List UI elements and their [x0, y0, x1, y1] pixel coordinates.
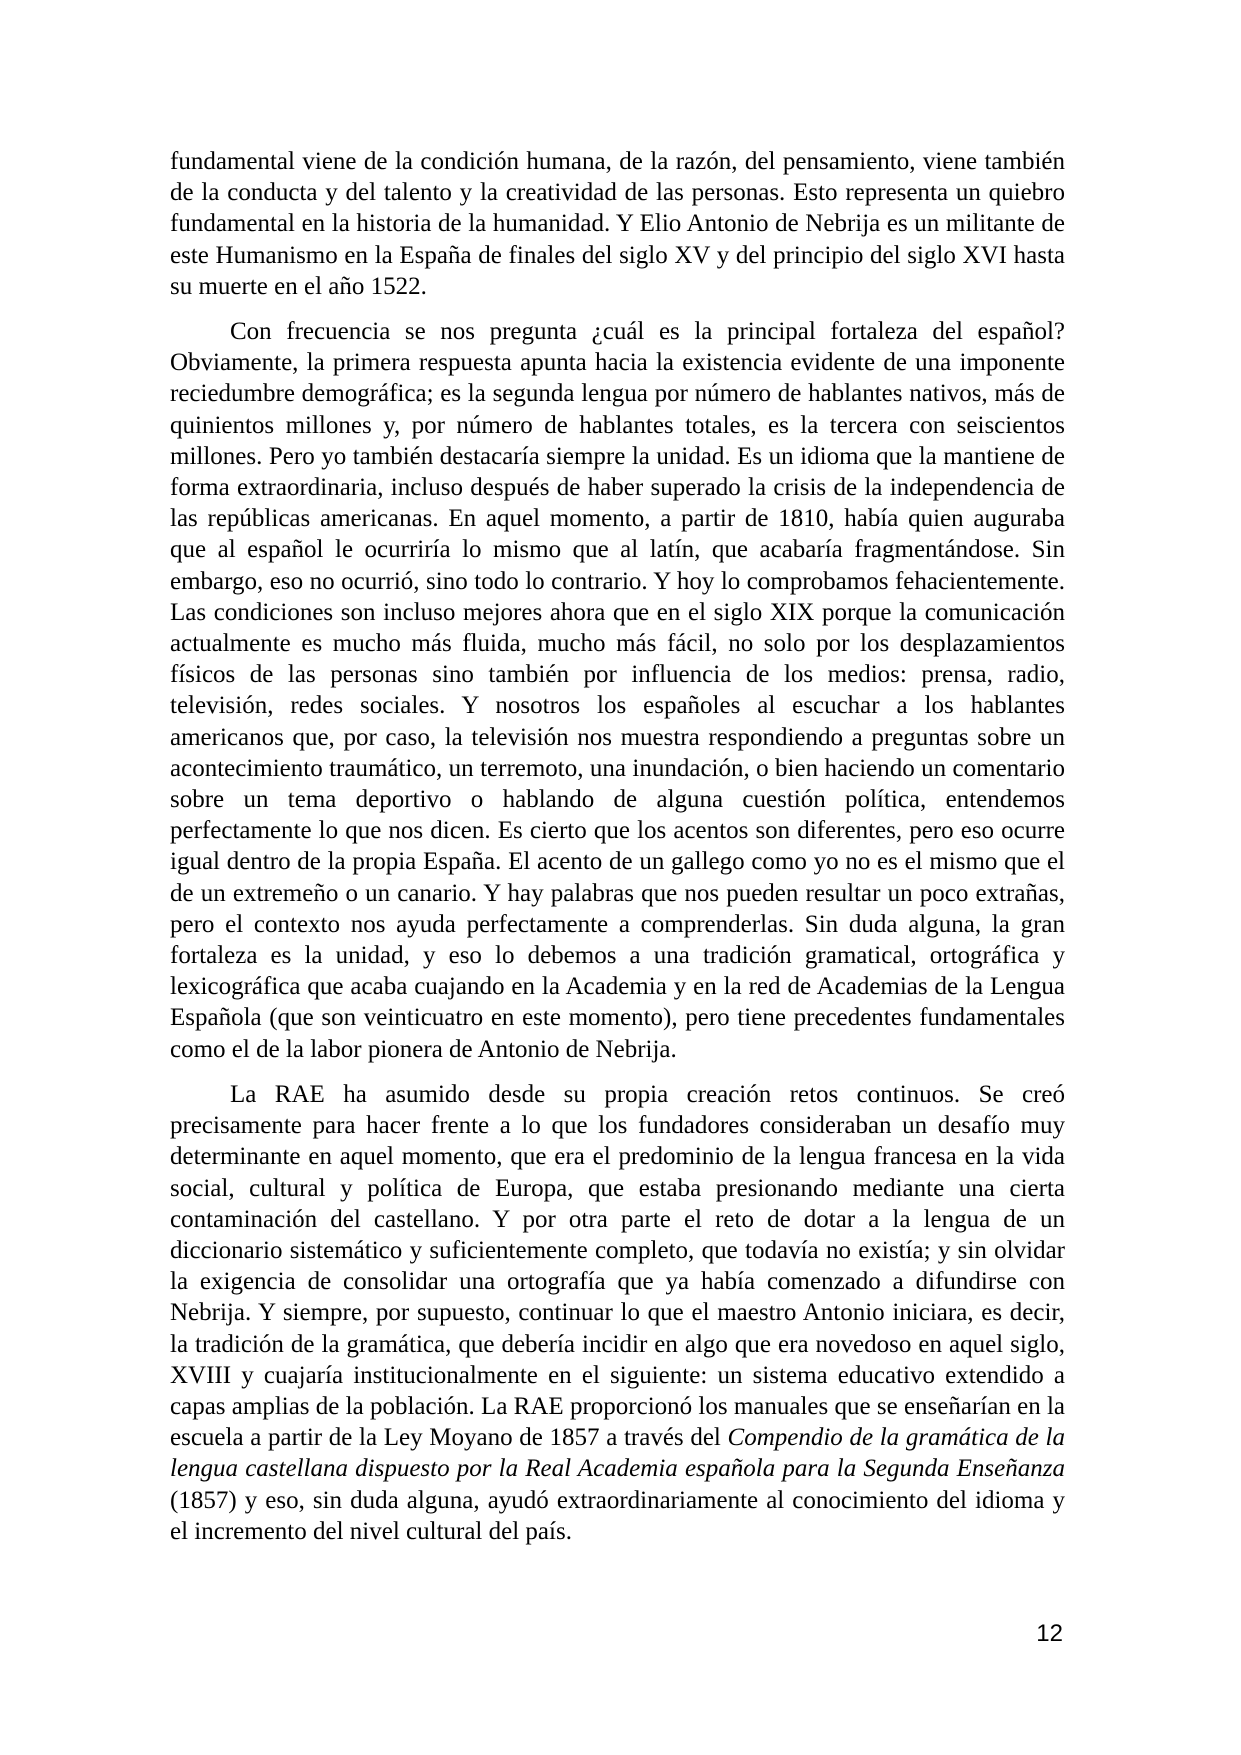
italic-text-run: Compendio de la gramática de la lengua castellana dispuesto por la Real Academia española para la Segunda Enseñanza — [170, 1424, 1065, 1483]
text-run: La RAE ha asumido desde su propia creación retos continuos. Se creó precisamente para hacer frente a lo que los fundadores consideraban un desafío muy determinante en aquel momento, que era el predominio de la lengua francesa en la vida social, cultural y política de Europa, que estaba presionando mediante una cierta contaminación del castellano. Y por otra parte el reto de dotar a la lengua de un diccionario sistemático y suficientemente completo, que todavía no existía; y sin olvidar la exigencia de consolidar una ortografía que ya había comenzado a difundirse con Nebrija. Y siempre, por supuesto, continuar lo que el maestro Antonio iniciara, es decir, la tradición de la gramática, que debería incidir en algo que era novedoso en aquel siglo, XVIII y cuajaría institucionalmente en el siguiente: un sistema educativo extendido a capas amplias de la población. La RAE proporcionó los manuales que se enseñarían en la escuela a partir de la Ley Moyano de 1857 a través del — [170, 1080, 1065, 1452]
text-run: (1857) y eso, sin duda alguna, ayudó extraordinariamente al conocimiento del idioma y el incremento del nivel cultural del país. — [170, 1486, 1065, 1545]
text-run: fundamental viene de la condición humana, de la razón, del pensamiento, viene también de la conducta y del talento y la creatividad de las personas. Esto representa un quiebro fundamental en la historia de la humanidad. Y Elio Antonio de Nebrija es un militante de este Humanismo en la España de finales del siglo XV y del principio del siglo XVI hasta su muerte en el año 1522. — [170, 148, 1065, 300]
paragraph — [170, 1079, 1065, 1547]
paragraph — [170, 316, 1065, 1065]
paragraph — [170, 146, 1065, 302]
text-block — [170, 146, 1065, 1561]
page-number: 12 — [1036, 1620, 1063, 1647]
text-run: Con frecuencia se nos pregunta ¿cuál es la principal fortaleza del español? Obviamente, la primera respuesta apunta hacia la existencia evidente de una imponente reciedumbre demográfica; es la segunda lengua por número de hablantes nativos, más de quinientos millones y, por número de hablantes totales, es la tercera con seiscientos millones. Pero yo también destacaría siempre la unidad. Es un idioma que la mantiene de forma extraordinaria, incluso después de haber superado la crisis de la independencia de las repúblicas americanas. En aquel momento, a partir de 1810, había quien auguraba que al español le ocurriría lo mismo que al latín, que acabaría fragmentándose. Sin embargo, eso no ocurrió, sino todo lo contrario. Y hoy lo comprobamos fehacientemente. Las condiciones son incluso mejores ahora que en el siglo XIX porque la comunicación actualmente es mucho más fluida, mucho más fácil, no solo por los desplazamientos físicos de las personas sino también por influencia de los medios: prensa, radio, televisión, redes sociales. Y nosotros los españoles al escuchar a los hablantes americanos que, por caso, la televisión nos muestra respondiendo a preguntas sobre un acontecimiento traumático, un terremoto, una inundación, o bien haciendo un comentario sobre un tema deportivo o hablando de alguna cuestión política, entendemos perfectamente lo que nos dicen. Es cierto que los acentos son diferentes, pero eso ocurre igual dentro de la propia España. El acento de un gallego como yo no es el mismo que el de un extremeño o un canario. Y hay palabras que nos pueden resultar un poco extrañas, pero el contexto nos ayuda perfectamente a comprenderlas. Sin duda alguna, la gran fortaleza es la unidad, y eso lo debemos a una tradición gramatical, ortográfica y lexicográfica que acaba cuajando en la Academia y en la red de Academias de la Lengua Española (que son veinticuatro en este momento), pero tiene precedentes fundamentales como el de la labor pionera de Antonio de Nebrija. — [170, 318, 1065, 1063]
